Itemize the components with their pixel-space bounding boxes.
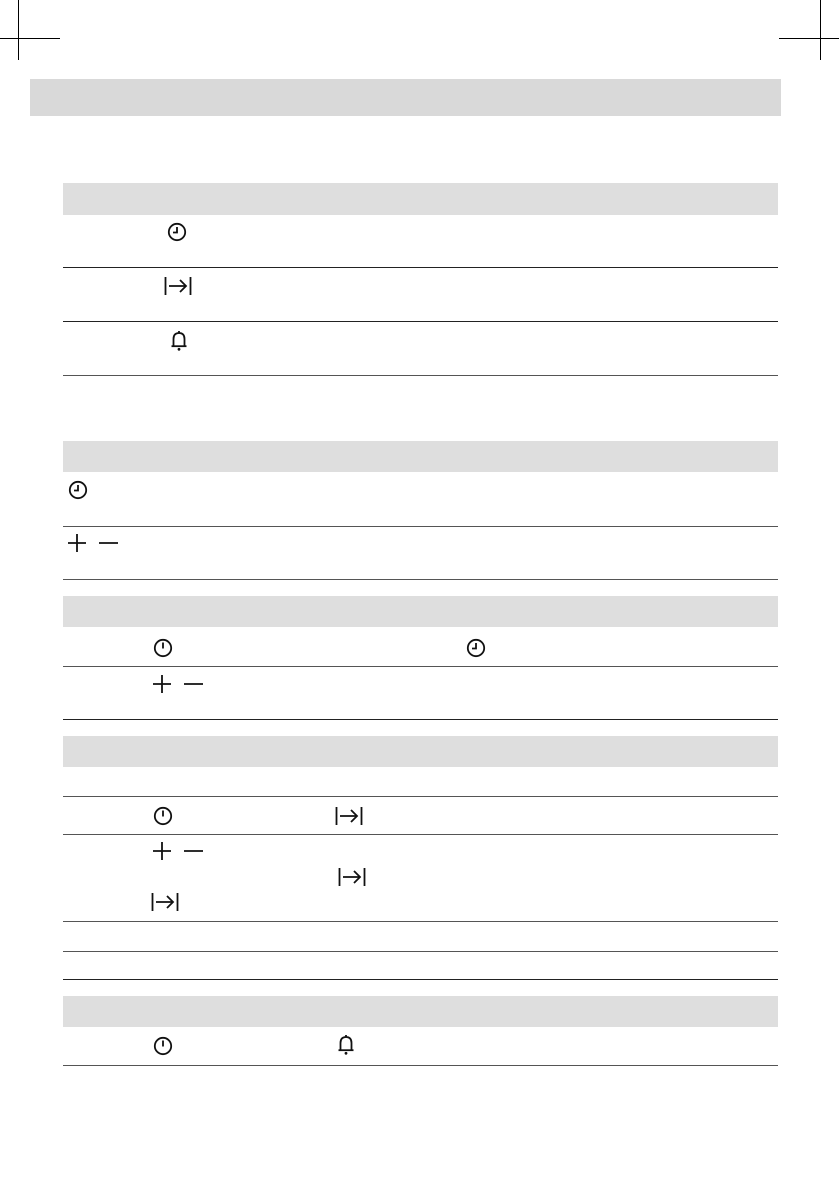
table-divider (63, 321, 778, 322)
plus-minus-icon (151, 841, 205, 861)
clock-icon (167, 222, 187, 242)
duration-arrow-icon (164, 276, 192, 296)
power-icon (153, 1036, 173, 1056)
power-icon (153, 806, 173, 826)
table-divider (63, 921, 778, 922)
table-divider (63, 979, 778, 980)
crop-mark (820, 0, 821, 60)
bell-icon (170, 330, 188, 352)
table-header (63, 441, 778, 472)
table-header (63, 596, 778, 627)
clock-icon (466, 638, 486, 658)
table-header (63, 996, 778, 1027)
table-divider (63, 1065, 778, 1066)
table-divider (63, 719, 778, 720)
plus-minus-icon (151, 674, 205, 694)
table-divider (63, 267, 778, 268)
table-divider (63, 666, 778, 667)
table-divider (63, 375, 778, 376)
power-icon (153, 638, 173, 658)
crop-mark (0, 38, 60, 39)
duration-arrow-icon (151, 892, 179, 912)
table-header (63, 183, 778, 215)
table-divider (63, 951, 778, 952)
clock-icon (68, 480, 88, 500)
table-divider (63, 526, 778, 527)
table-divider (63, 579, 778, 580)
table-divider (63, 796, 778, 797)
duration-arrow-icon (335, 806, 363, 826)
table-header (63, 736, 778, 767)
bell-icon (337, 1034, 355, 1056)
duration-arrow-icon (338, 867, 366, 887)
section-heading-bar (30, 79, 781, 116)
crop-mark (779, 38, 839, 39)
crop-mark (18, 0, 19, 60)
table-divider (63, 834, 778, 835)
plus-minus-icon (66, 533, 120, 553)
